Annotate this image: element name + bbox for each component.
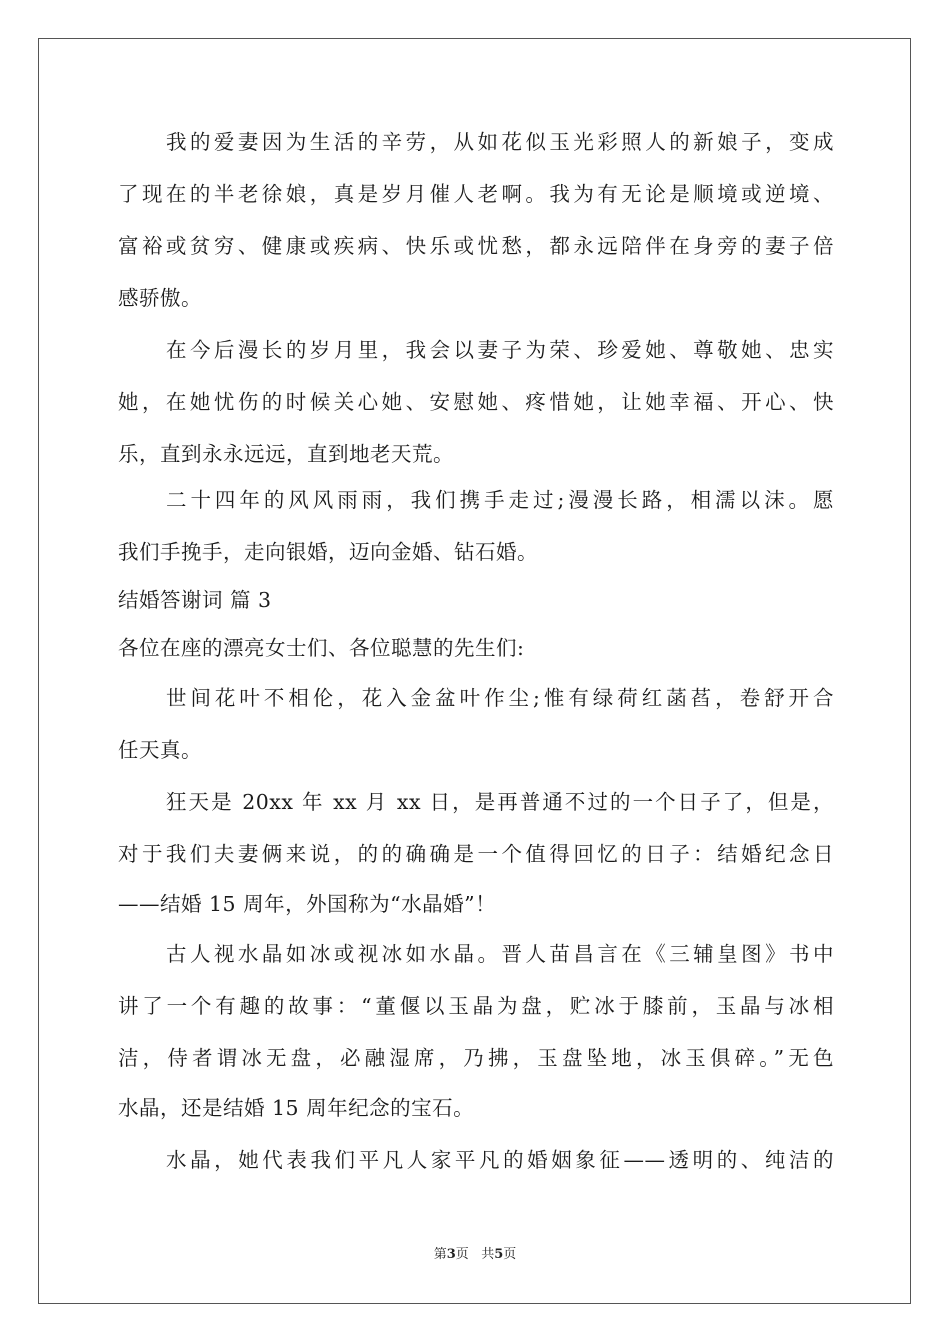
footer-total-prefix: 共 <box>481 1247 495 1262</box>
paragraph-2-line-2: 她，在她忧伤的时候关心她、安慰她、疼惜她，让她幸福、开心、快 <box>118 390 834 414</box>
section-heading: 结婚答谢词 篇 3 <box>118 588 272 612</box>
paragraph-5-line-1: 古人视水晶如冰或视冰如水晶。晋人苗昌言在《三辅皇图》书中 <box>166 942 834 966</box>
footer-total-suffix: 页 <box>503 1247 517 1262</box>
footer-page-suffix: 页 <box>455 1247 469 1262</box>
page-footer <box>0 1246 950 1264</box>
paragraph-1-line-4: 感骄傲。 <box>118 286 202 310</box>
paragraph-1-line-3: 富裕或贫穷、健康或疾病、快乐或忧愁，都永远陪伴在身旁的妻子倍 <box>118 234 834 258</box>
paragraph-2-line-3: 乐，直到永永远远，直到地老天荒。 <box>118 442 454 466</box>
poem-line-1: 世间花叶不相伦，花入金盆叶作尘;惟有绿荷红菡萏，卷舒开合 <box>166 686 834 710</box>
paragraph-3-line-1: 二十四年的风风雨雨，我们携手走过;漫漫长路，相濡以沫。愿 <box>166 488 834 512</box>
paragraph-5-line-4: 水晶，还是结婚 15 周年纪念的宝石。 <box>118 1096 475 1120</box>
paragraph-6-line-1: 水晶，她代表我们平凡人家平凡的婚姻象征——透明的、纯洁的 <box>166 1148 834 1172</box>
poem-line-2: 任天真。 <box>118 738 202 762</box>
paragraph-1-line-1: 我的爱妻因为生活的辛劳，从如花似玉光彩照人的新娘子，变成 <box>166 130 834 154</box>
paragraph-2-line-1: 在今后漫长的岁月里，我会以妻子为荣、珍爱她、尊敬她、忠实 <box>166 338 834 362</box>
paragraph-5-line-3: 洁，侍者谓冰无盘，必融湿席，乃拂，玉盘坠地，冰玉俱碎。”无色 <box>118 1046 834 1070</box>
paragraph-1-line-2: 了现在的半老徐娘，真是岁月催人老啊。我为有无论是顺境或逆境、 <box>118 182 834 206</box>
footer-total-pages: 5 <box>494 1247 504 1262</box>
paragraph-4-line-1: 狂天是 20xx 年 xx 月 xx 日，是再普通不过的一个日子了，但是， <box>166 790 834 814</box>
footer-prefix: 第 <box>433 1247 447 1262</box>
salutation: 各位在座的漂亮女士们、各位聪慧的先生们: <box>118 636 525 660</box>
paragraph-4-line-2: 对于我们夫妻俩来说，的的确确是一个值得回忆的日子：结婚纪念日 <box>118 842 834 866</box>
paragraph-5-line-2: 讲了一个有趣的故事：“董偃以玉晶为盘，贮冰于膝前，玉晶与冰相 <box>118 994 834 1018</box>
paragraph-3-line-2: 我们手挽手，走向银婚，迈向金婚、钻石婚。 <box>118 540 538 564</box>
footer-page-number: 3 <box>446 1247 456 1262</box>
paragraph-4-line-3: ——结婚 15 周年，外国称为“水晶婚”！ <box>118 892 497 916</box>
